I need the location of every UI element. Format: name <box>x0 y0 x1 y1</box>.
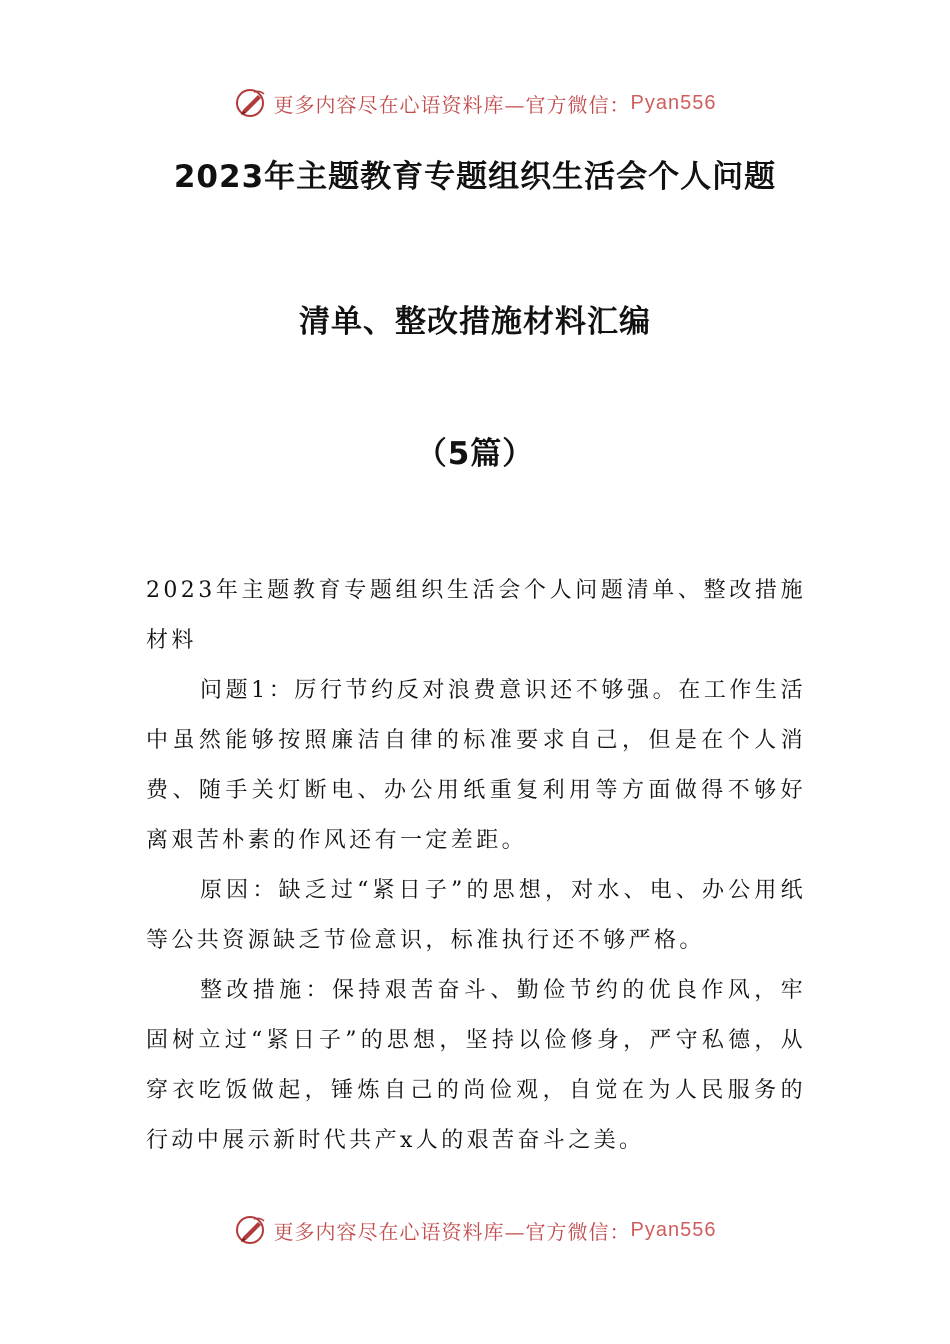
pen-logo-icon <box>234 86 268 120</box>
cause-paragraph: 原因：缺乏过“紧日子”的思想，对水、电、办公用纸等公共资源缺乏节俭意识，标准执行还不够严格。 <box>146 878 806 953</box>
pen-logo-icon <box>234 1213 268 1247</box>
watermark-wechat-id: Pyan556 <box>630 1218 717 1241</box>
document-body <box>146 566 806 1166</box>
title-line-2: 清单、整改措施材料汇编 <box>299 304 651 340</box>
title-line-3: （5篇） <box>415 436 535 472</box>
watermark-wechat-id: Pyan556 <box>630 91 717 114</box>
watermark-text: 更多内容尽在心语资料库—官方微信： <box>273 92 631 117</box>
title-line-1: 2023年主题教育专题组织生活会个人问题 <box>173 159 777 195</box>
watermark-text: 更多内容尽在心语资料库—官方微信： <box>273 1219 631 1244</box>
body-heading: 2023年主题教育专题组织生活会个人问题清单、整改措施材料 <box>146 578 806 653</box>
watermark-footer <box>0 1213 950 1247</box>
watermark-header <box>0 86 950 120</box>
measures-paragraph: 整改措施：保持艰苦奋斗、勤俭节约的优良作风，牢固树立过“紧日子”的思想，坚持以俭修身，严守私德，从穿衣吃饭做起，锤炼自己的尚俭观，自觉在为人民服务的行动中展示新时代共产x人的艰苦奋斗之美。 <box>146 978 806 1153</box>
problem-paragraph: 问题1：厉行节约反对浪费意识还不够强。在工作生活中虽然能够按照廉洁自律的标准要求自己，但是在个人消费、随手关灯断电、办公用纸重复利用等方面做得不够好离艰苦朴素的作风还有一定差距。 <box>146 678 806 853</box>
